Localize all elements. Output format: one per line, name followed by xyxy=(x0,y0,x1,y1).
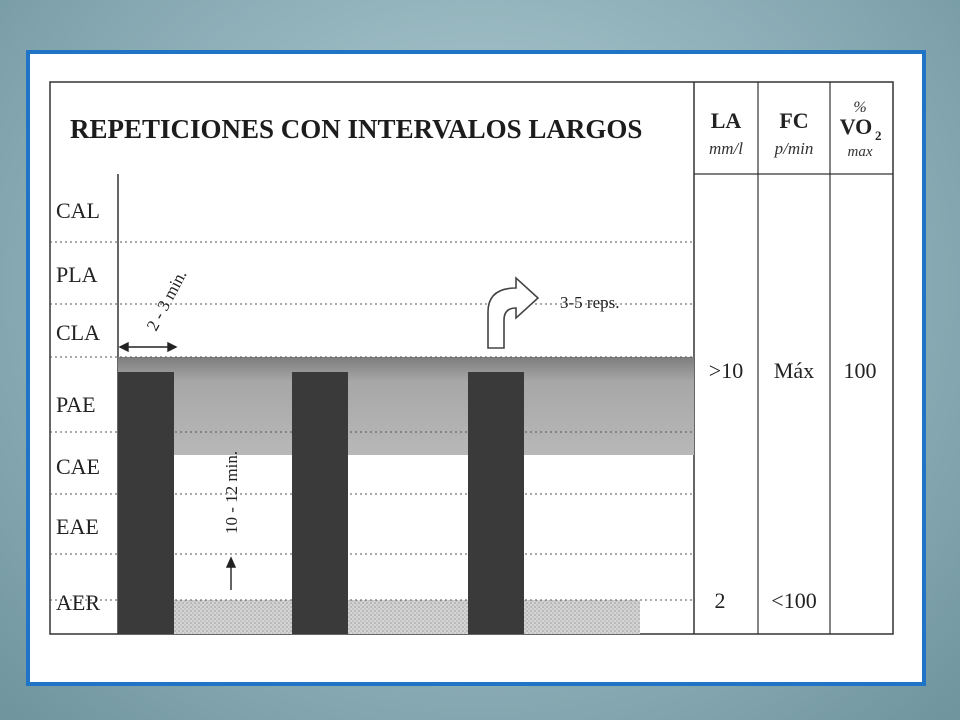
header-vo2-subscript: 2 xyxy=(875,128,882,143)
training-diagram xyxy=(30,54,922,682)
rest-duration-label: 10 - 12 min. xyxy=(222,450,241,534)
value-la-low: 2 xyxy=(714,588,726,613)
header-vo2-percent: % xyxy=(853,99,867,116)
aer-band xyxy=(174,600,640,634)
diagram-title: REPETICIONES CON INTERVALOS LARGOS xyxy=(70,114,643,144)
header-la: LA xyxy=(710,108,742,133)
work-bar-2 xyxy=(292,372,348,634)
value-vo2-high: 100 xyxy=(843,358,877,383)
value-la-high: >10 xyxy=(708,358,744,383)
work-bar-1 xyxy=(118,372,174,634)
work-duration-arrow xyxy=(120,343,176,351)
value-fc-low: <100 xyxy=(771,588,817,613)
slide-frame xyxy=(26,50,926,686)
row-label-cla: CLA xyxy=(56,320,100,345)
row-label-pae: PAE xyxy=(56,392,96,417)
work-duration-label: 2 - 3 min. xyxy=(142,266,191,334)
value-fc-high: Máx xyxy=(773,358,815,383)
row-label-cae: CAE xyxy=(56,454,100,479)
repeat-arrow-icon xyxy=(488,278,538,348)
row-label-aer: AER xyxy=(56,590,100,615)
header-vo2-unit: max xyxy=(847,144,873,160)
high-intensity-band xyxy=(118,357,694,455)
header-la-unit: mm/l xyxy=(709,139,743,158)
rest-duration-arrow xyxy=(227,558,235,590)
work-bar-3 xyxy=(468,372,524,634)
header-vo2: VO xyxy=(839,114,873,139)
header-fc-unit: p/min xyxy=(774,139,814,158)
row-label-pla: PLA xyxy=(56,262,98,287)
header-fc: FC xyxy=(779,108,809,133)
row-label-eae: EAE xyxy=(56,514,99,539)
reps-label: 3-5 reps. xyxy=(560,293,620,312)
row-label-cal: CAL xyxy=(56,198,100,223)
